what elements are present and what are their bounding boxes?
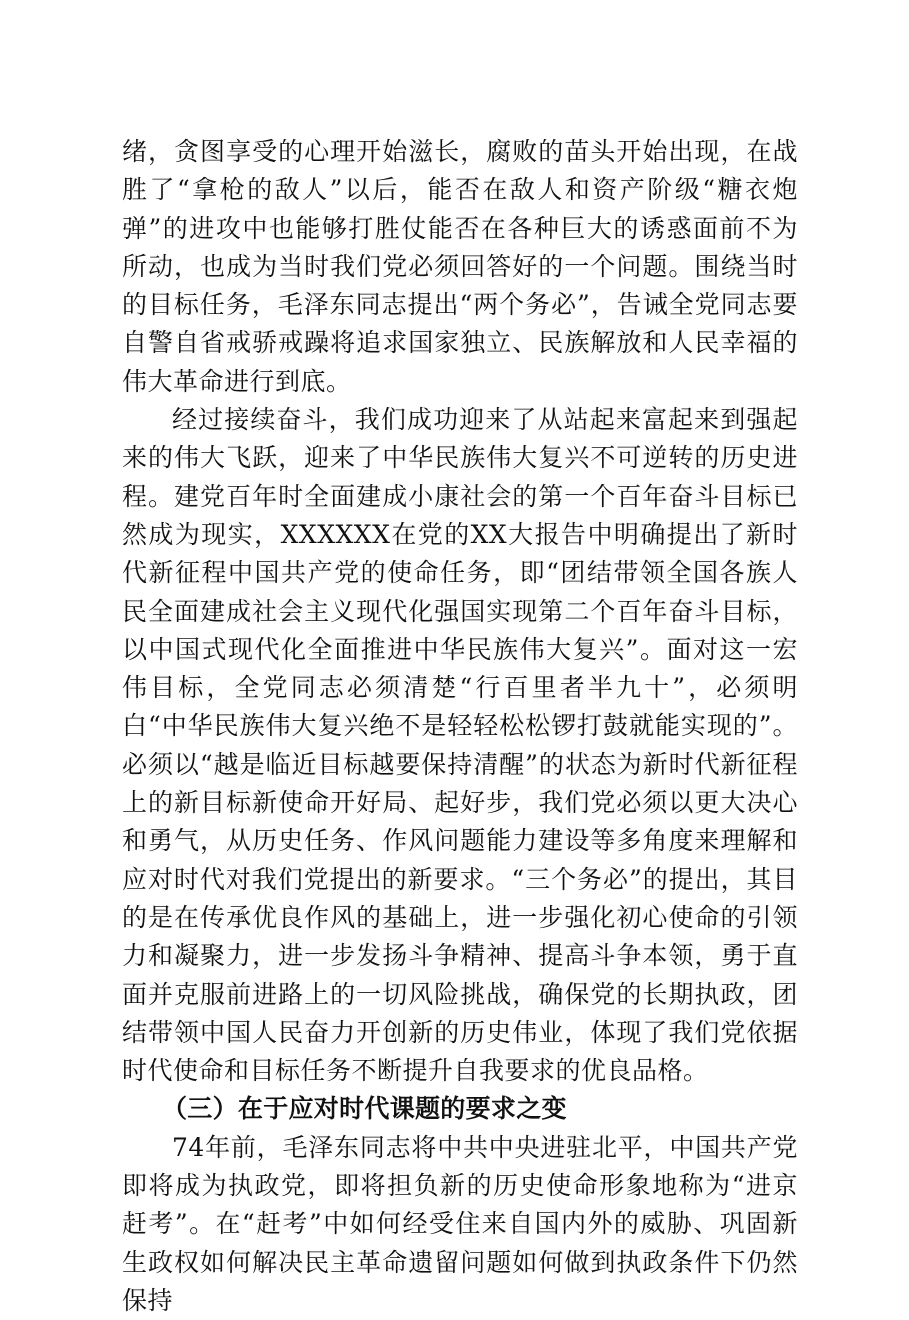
document-body [122,133,798,1320]
section-heading: （三）在于应对时代课题的要求之变 [162,1094,567,1124]
paragraph-continuation: 绪，贪图享受的心理开始滋长，腐败的苗头开始出现，在战胜了“拿枪的敌人”以后，能否在敌人和资产阶级“糖衣炮弹”的进攻中也能够打胜仗能否在各种巨大的诱惑面前不为所动，也成为当时我们党必须回答好的一个问题。围绕当时的目标任务，毛泽东同志提出“两个务必”，告诫全党同志要自警自省戒骄戒躁将追求国家独立、民族解放和人民幸福的伟大革命进行到底。 [122,137,798,396]
paragraph-body: 74年前，毛泽东同志将中共中央进驻北平，中国共产党即将成为执政党，即将担负新的历史使命形象地称为“进京赶考”。在“赶考”中如何经受住来自国内外的威胁、巩固新生政权如何解决民主革命遗留问题如何做到执政条件下仍然保持 [122,1132,798,1315]
paragraph-body: 经过接续奋斗，我们成功迎来了从站起来富起来到强起来的伟大飞跃，迎来了中华民族伟大复兴不可逆转的历史进程。建党百年时全面建成小康社会的第一个百年奋斗目标已然成为现实，XXXXXX在党的XX大报告中明确提出了新时代新征程中国共产党的使命任务，即“团结带领全国各族人民全面建成社会主义现代化强国实现第二个百年奋斗目标，以中国式现代化全面推进中华民族伟大复兴”。面对这一宏伟目标，全党同志必须清楚“行百里者半九十”，必须明白“中华民族伟大复兴绝不是轻轻松松锣打鼓就能实现的”。必须以“越是临近目标越要保持清醒”的状态为新时代新征程上的新目标新使命开好局、起好步，我们党必须以更大决心和勇气，从历史任务、作风问题能力建设等多角度来理解和应对时代对我们党提出的新要求。“三个务必”的提出，其目的是在传承优良作风的基础上，进一步强化初心使命的引领力和凝聚力，进一步发扬斗争精神、提高斗争本领，勇于直面并克服前进路上的一切风险挑战，确保党的长期执政，团结带领中国人民奋力开创新的历史伟业，体现了我们党依据时代使命和目标任务不断提升自我要求的优良品格。 [122,405,798,1086]
